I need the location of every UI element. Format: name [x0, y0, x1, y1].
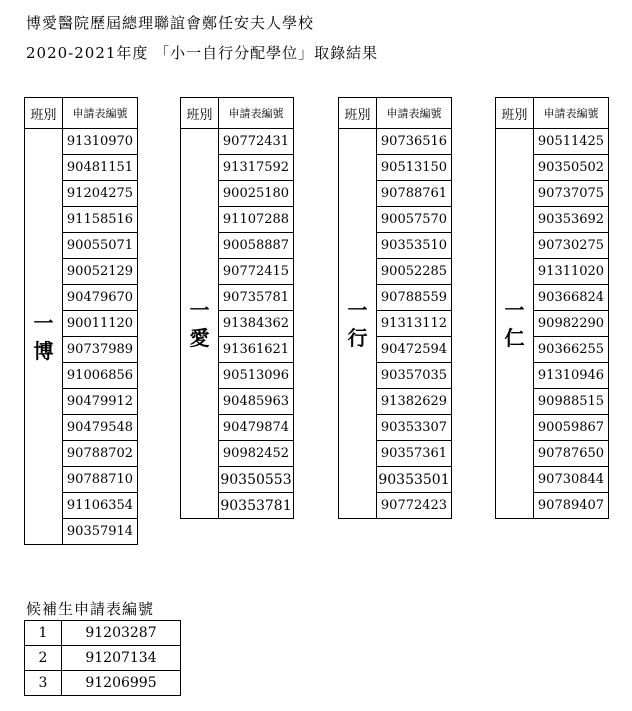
- application-number: 91107288: [219, 207, 294, 233]
- class-name: 一 愛: [181, 129, 219, 519]
- application-number: 90059867: [534, 415, 609, 441]
- number-header: 申請表編號: [534, 98, 609, 129]
- table-header-row: [25, 98, 138, 129]
- application-number: 90737075: [534, 181, 609, 207]
- application-number: 90735781: [219, 285, 294, 311]
- application-number: 90736516: [377, 129, 452, 155]
- application-number: 90353501: [377, 467, 452, 493]
- application-number: 91310946: [534, 363, 609, 389]
- application-number: 90737989: [63, 337, 138, 363]
- waitlist-row: [25, 621, 181, 646]
- school-name: 博愛醫院歷屆總理聯誼會鄭任安夫人學校: [26, 14, 315, 32]
- waitlist-number: 91206995: [62, 671, 181, 696]
- application-number: 90353692: [534, 207, 609, 233]
- waitlist-index: 1: [25, 621, 62, 646]
- waitlist-row: [25, 671, 181, 696]
- class-table-2: [180, 97, 294, 519]
- application-number: 91310970: [63, 129, 138, 155]
- application-number: 91106354: [63, 493, 138, 519]
- application-number: 91384362: [219, 311, 294, 337]
- number-header: 申請表編號: [63, 98, 138, 129]
- application-number: 90511425: [534, 129, 609, 155]
- result-title: 2020-2021年度 「小一自行分配學位」取錄結果: [26, 44, 379, 62]
- class-name: 一 仁: [496, 129, 534, 519]
- class-name: 一 博: [25, 129, 63, 545]
- application-number: 91204275: [63, 181, 138, 207]
- application-number: 91158516: [63, 207, 138, 233]
- application-number: 91311020: [534, 259, 609, 285]
- application-number: 90982452: [219, 441, 294, 467]
- waitlist-number: 91203287: [62, 621, 181, 646]
- application-number: 90772423: [377, 493, 452, 519]
- application-number: 90472594: [377, 337, 452, 363]
- application-number: 91313112: [377, 311, 452, 337]
- application-number: 90982290: [534, 311, 609, 337]
- application-number: 90772431: [219, 129, 294, 155]
- number-header: 申請表編號: [219, 98, 294, 129]
- table-header-row: [181, 98, 294, 129]
- table-row: [496, 129, 609, 155]
- application-number: 90058887: [219, 233, 294, 259]
- number-header: 申請表編號: [377, 98, 452, 129]
- class-header: 班別: [339, 98, 377, 129]
- application-number: 90353307: [377, 415, 452, 441]
- class-table-1: [24, 97, 138, 545]
- waitlist-index: 2: [25, 646, 62, 671]
- class-header: 班別: [25, 98, 63, 129]
- application-number: 90730844: [534, 467, 609, 493]
- waitlist-table: [24, 620, 181, 696]
- class-header: 班別: [496, 98, 534, 129]
- table-row: [25, 129, 138, 155]
- application-number: 90057570: [377, 207, 452, 233]
- class-table-3: [338, 97, 452, 519]
- application-number: 90025180: [219, 181, 294, 207]
- application-number: 90479874: [219, 415, 294, 441]
- application-number: 90357914: [63, 519, 138, 545]
- waitlist-title: 候補生申請表編號: [26, 600, 155, 618]
- application-number: 90350502: [534, 155, 609, 181]
- application-number: 90479548: [63, 415, 138, 441]
- application-number: 90055071: [63, 233, 138, 259]
- application-number: 90353781: [219, 493, 294, 519]
- application-number: 90788702: [63, 441, 138, 467]
- application-number: 91361621: [219, 337, 294, 363]
- application-number: 90350553: [219, 467, 294, 493]
- application-number: 90479670: [63, 285, 138, 311]
- application-number: 90788710: [63, 467, 138, 493]
- table-header-row: [339, 98, 452, 129]
- application-number: 90353510: [377, 233, 452, 259]
- application-number: 91382629: [377, 389, 452, 415]
- application-number: 90366255: [534, 337, 609, 363]
- application-number: 91317592: [219, 155, 294, 181]
- application-number: 90011120: [63, 311, 138, 337]
- application-number: 90481151: [63, 155, 138, 181]
- application-number: 90366824: [534, 285, 609, 311]
- application-number: 90788761: [377, 181, 452, 207]
- application-number: 90772415: [219, 259, 294, 285]
- class-name: 一 行: [339, 129, 377, 519]
- application-number: 90485963: [219, 389, 294, 415]
- application-number: 90730275: [534, 233, 609, 259]
- table-row: [181, 129, 294, 155]
- application-number: 90357035: [377, 363, 452, 389]
- application-number: 90357361: [377, 441, 452, 467]
- waitlist-index: 3: [25, 671, 62, 696]
- table-row: [339, 129, 452, 155]
- class-table-4: [495, 97, 609, 519]
- application-number: 90513096: [219, 363, 294, 389]
- application-number: 90513150: [377, 155, 452, 181]
- application-number: 90988515: [534, 389, 609, 415]
- waitlist-number: 91207134: [62, 646, 181, 671]
- application-number: 91006856: [63, 363, 138, 389]
- table-header-row: [496, 98, 609, 129]
- application-number: 90052129: [63, 259, 138, 285]
- application-number: 90788559: [377, 285, 452, 311]
- application-number: 90787650: [534, 441, 609, 467]
- class-header: 班別: [181, 98, 219, 129]
- application-number: 90789407: [534, 493, 609, 519]
- application-number: 90479912: [63, 389, 138, 415]
- waitlist-row: [25, 646, 181, 671]
- application-number: 90052285: [377, 259, 452, 285]
